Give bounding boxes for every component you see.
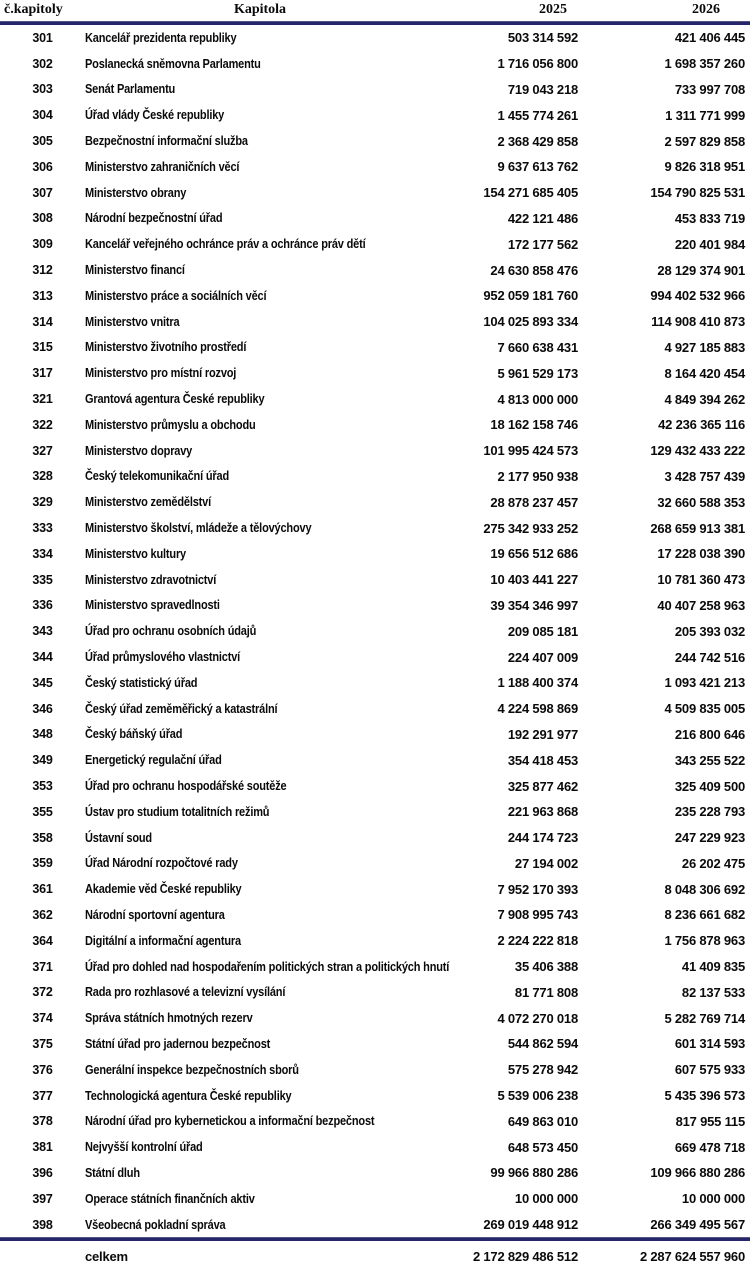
row-value-2026: 28 129 374 901 (657, 262, 745, 278)
row-value-2026: 41 409 835 (681, 959, 745, 975)
row-value-2025: 503 314 592 (507, 30, 578, 46)
row-value-2025: 7 952 170 393 (497, 881, 578, 897)
row-value-2026: 268 659 913 381 (650, 520, 745, 536)
row-value-2026: 817 955 115 (675, 1113, 745, 1129)
row-chapter-number: 359 (32, 856, 53, 871)
row-chapter-name: Ministerstvo životního prostředí (85, 340, 247, 355)
row-value-2026: 205 393 032 (674, 623, 745, 639)
row-chapter-name: Úřad pro ochranu hospodářské soutěže (85, 779, 287, 793)
row-chapter-number: 327 (32, 443, 53, 458)
row-value-2026: 4 509 835 005 (664, 701, 745, 717)
row-chapter-number: 374 (32, 1011, 53, 1026)
table-row (0, 1005, 750, 1031)
row-chapter-number: 307 (32, 185, 53, 200)
row-chapter-name: Český báňský úřad (85, 727, 183, 742)
table-row (0, 1083, 750, 1109)
table-row (0, 438, 750, 464)
row-value-2025: 575 278 942 (507, 1062, 578, 1078)
row-chapter-name: Ministerstvo zemědělství (85, 495, 211, 510)
table-row (0, 1160, 750, 1186)
row-value-2025: 154 271 685 405 (483, 185, 578, 201)
row-value-2026: 40 407 258 963 (657, 597, 745, 613)
row-chapter-name: Rada pro rozhlasové a televizní vysílání (85, 985, 286, 1000)
table-row (0, 180, 750, 206)
row-value-2026: 244 742 516 (674, 649, 745, 665)
row-chapter-number: 371 (32, 959, 53, 974)
row-chapter-number: 322 (32, 417, 53, 432)
row-chapter-name: Úřad pro ochranu osobních údajů (85, 624, 257, 639)
table-row (0, 902, 750, 928)
row-chapter-number: 377 (32, 1088, 53, 1103)
row-chapter-number: 317 (32, 366, 53, 381)
row-value-2026: 32 660 588 353 (657, 494, 745, 510)
row-chapter-number: 397 (32, 1191, 53, 1206)
row-value-2025: 275 342 933 252 (483, 520, 578, 536)
table-row (0, 567, 750, 593)
row-chapter-name: Český statistický úřad (85, 675, 198, 690)
row-value-2025: 1 455 774 261 (497, 107, 578, 123)
row-chapter-number: 378 (32, 1114, 53, 1129)
row-chapter-number: 343 (32, 624, 53, 639)
table-row (0, 1212, 750, 1238)
table-row (0, 335, 750, 361)
row-value-2025: 952 059 181 760 (483, 288, 578, 304)
column-header-chapter-name: Kapitola (233, 2, 287, 17)
row-chapter-name: Český úřad zeměměřický a katastrální (85, 701, 278, 716)
row-chapter-name: Kancelář prezidenta republiky (85, 30, 237, 45)
row-chapter-number: 304 (32, 108, 53, 123)
row-value-2025: 7 660 638 431 (497, 339, 578, 355)
row-value-2026: 266 349 495 567 (650, 1217, 745, 1233)
table-row (0, 309, 750, 335)
table-row (0, 128, 750, 154)
row-chapter-name: Úřad průmyslového vlastnictví (85, 650, 241, 665)
row-value-2025: 209 085 181 (507, 623, 578, 639)
table-row (0, 644, 750, 670)
row-value-2026: 2 597 829 858 (664, 133, 745, 149)
total-label: celkem (85, 1248, 128, 1264)
table-row (0, 25, 750, 51)
row-value-2025: 172 177 562 (507, 236, 578, 252)
row-value-2026: 10 781 360 473 (657, 572, 745, 588)
row-chapter-number: 396 (32, 1165, 53, 1180)
row-chapter-name: Všeobecná pokladní správa (85, 1217, 226, 1232)
row-chapter-number: 381 (32, 1140, 53, 1155)
row-chapter-name: Ministerstvo zahraničních věcí (85, 159, 240, 174)
row-chapter-name: Ústavní soud (85, 830, 152, 845)
row-value-2026: 216 800 646 (674, 726, 745, 742)
row-chapter-number: 375 (32, 1036, 53, 1051)
row-chapter-name: Ministerstvo obrany (85, 185, 187, 200)
row-value-2026: 82 137 533 (681, 984, 745, 1000)
row-value-2026: 114 908 410 873 (651, 314, 745, 330)
row-value-2026: 42 236 365 116 (658, 417, 745, 433)
row-chapter-number: 313 (32, 288, 53, 303)
row-value-2026: 733 997 708 (674, 81, 745, 97)
row-value-2026: 235 228 793 (674, 804, 745, 820)
row-value-2026: 129 432 433 222 (650, 443, 745, 459)
row-value-2026: 453 833 719 (674, 210, 745, 226)
row-value-2026: 994 402 532 966 (650, 288, 745, 304)
row-value-2026: 5 435 396 573 (664, 1088, 745, 1104)
row-value-2025: 5 961 529 173 (497, 365, 578, 381)
row-value-2026: 3 428 757 439 (664, 468, 745, 484)
row-value-2025: 18 162 158 746 (490, 417, 578, 433)
column-header-chapter-number: č.kapitoly (4, 2, 63, 17)
row-value-2025: 5 539 006 238 (497, 1088, 578, 1104)
table-row (0, 1186, 750, 1212)
table-row (0, 799, 750, 825)
row-chapter-number: 376 (32, 1062, 53, 1077)
table-row (0, 464, 750, 490)
row-value-2025: 4 224 598 869 (497, 701, 578, 717)
row-value-2025: 24 630 858 476 (490, 262, 578, 278)
table-row (0, 51, 750, 77)
row-value-2025: 1 716 056 800 (497, 56, 578, 72)
row-value-2026: 10 000 000 (681, 1191, 745, 1207)
row-value-2026: 26 202 475 (681, 855, 745, 871)
row-value-2025: 422 121 486 (507, 210, 578, 226)
row-chapter-number: 336 (32, 598, 53, 613)
row-value-2025: 101 995 424 573 (483, 443, 578, 459)
row-chapter-name: Ministerstvo financí (85, 263, 185, 278)
row-value-2026: 669 478 718 (674, 1139, 745, 1155)
column-header-2026: 2026 (692, 2, 720, 17)
row-chapter-number: 349 (32, 753, 53, 768)
row-value-2025: 649 863 010 (507, 1113, 578, 1129)
table-row (0, 954, 750, 980)
row-chapter-name: Ústav pro studium totalitních režimů (85, 804, 270, 819)
table-row (0, 1134, 750, 1160)
table-row (0, 1108, 750, 1134)
row-value-2026: 8 164 420 454 (664, 365, 745, 381)
row-value-2025: 4 072 270 018 (497, 1010, 578, 1026)
table-row (0, 979, 750, 1005)
row-value-2026: 421 406 445 (674, 30, 745, 46)
table-row (0, 928, 750, 954)
row-value-2025: 19 656 512 686 (490, 546, 578, 562)
row-value-2026: 1 698 357 260 (664, 56, 745, 72)
row-chapter-number: 355 (32, 804, 53, 819)
table-row (0, 386, 750, 412)
table-row (0, 1057, 750, 1083)
row-value-2025: 354 418 453 (507, 752, 578, 768)
row-chapter-number: 334 (32, 546, 53, 561)
table-row (0, 825, 750, 851)
row-chapter-name: Státní úřad pro jadernou bezpečnost (85, 1036, 271, 1051)
row-value-2025: 244 174 723 (507, 830, 578, 846)
row-chapter-number: 361 (32, 882, 53, 897)
row-chapter-name: Ministerstvo spravedlnosti (85, 598, 220, 613)
row-chapter-name: Bezpečnostní informační služba (85, 134, 248, 149)
row-chapter-name: Generální inspekce bezpečnostních sborů (85, 1062, 299, 1077)
table-row (0, 231, 750, 257)
table-body (0, 25, 750, 1237)
row-value-2025: 27 194 002 (514, 855, 578, 871)
table-row (0, 722, 750, 748)
row-chapter-name: Digitální a informační agentura (85, 933, 241, 948)
table-row (0, 747, 750, 773)
total-row (0, 1241, 750, 1271)
row-value-2026: 1 756 878 963 (664, 933, 745, 949)
row-chapter-name: Senát Parlamentu (85, 82, 176, 97)
row-value-2025: 224 407 009 (507, 649, 578, 665)
row-chapter-name: Národní sportovní agentura (85, 907, 225, 922)
table-row (0, 593, 750, 619)
row-chapter-number: 398 (32, 1217, 53, 1232)
table-row (0, 102, 750, 128)
row-value-2026: 247 229 923 (674, 830, 745, 846)
row-chapter-name: Ministerstvo dopravy (85, 443, 193, 458)
row-value-2026: 220 401 984 (674, 236, 745, 252)
row-value-2026: 343 255 522 (674, 752, 745, 768)
row-chapter-number: 346 (32, 701, 53, 716)
row-value-2025: 4 813 000 000 (497, 391, 578, 407)
table-row (0, 618, 750, 644)
row-value-2026: 9 826 318 951 (664, 159, 745, 175)
row-chapter-name: Národní bezpečnostní úřad (85, 211, 223, 226)
table-row (0, 670, 750, 696)
row-value-2025: 104 025 893 334 (483, 314, 578, 330)
table-row (0, 412, 750, 438)
table-row (0, 206, 750, 232)
table-header (0, 0, 750, 21)
table-row (0, 257, 750, 283)
row-value-2025: 35 406 388 (514, 959, 578, 975)
row-chapter-name: Ministerstvo práce a sociálních věcí (85, 288, 267, 303)
row-value-2025: 544 862 594 (507, 1036, 578, 1052)
row-value-2026: 325 409 500 (674, 778, 745, 794)
table-row (0, 283, 750, 309)
row-chapter-number: 314 (32, 314, 53, 329)
row-chapter-name: Úřad pro dohled nad hospodařením politických stran a politických hnutí (85, 959, 450, 974)
row-chapter-name: Státní dluh (85, 1165, 140, 1180)
row-value-2025: 192 291 977 (507, 726, 578, 742)
row-value-2026: 1 093 421 213 (664, 675, 745, 691)
row-chapter-number: 344 (32, 650, 53, 665)
row-chapter-name: Národní úřad pro kybernetickou a informační bezpečnost (85, 1114, 375, 1129)
row-chapter-number: 328 (32, 469, 53, 484)
row-value-2026: 601 314 593 (674, 1036, 745, 1052)
row-value-2025: 1 188 400 374 (497, 675, 578, 691)
row-chapter-number: 309 (32, 237, 53, 252)
row-value-2025: 10 000 000 (514, 1191, 578, 1207)
row-chapter-name: Technologická agentura České republiky (85, 1088, 292, 1103)
table-row (0, 851, 750, 877)
row-value-2026: 1 311 771 999 (665, 107, 745, 123)
row-chapter-name: Úřad Národní rozpočtové rady (85, 856, 238, 871)
row-chapter-number: 362 (32, 907, 53, 922)
row-value-2025: 81 771 808 (514, 984, 578, 1000)
row-chapter-name: Nejvyšší kontrolní úřad (85, 1140, 203, 1155)
row-value-2026: 4 849 394 262 (664, 391, 745, 407)
row-value-2025: 2 177 950 938 (497, 468, 578, 484)
row-chapter-name: Správa státních hmotných rezerv (85, 1011, 253, 1026)
row-value-2026: 8 236 661 682 (664, 907, 745, 923)
row-chapter-number: 306 (32, 159, 53, 174)
row-chapter-name: Ministerstvo zdravotnictví (85, 572, 217, 587)
row-chapter-name: Úřad vlády České republiky (85, 108, 225, 123)
row-chapter-number: 329 (32, 495, 53, 510)
table-row (0, 1031, 750, 1057)
row-chapter-name: Ministerstvo pro místní rozvoj (85, 366, 237, 381)
row-chapter-name: Grantová agentura České republiky (85, 392, 265, 407)
row-chapter-name: Kancelář veřejného ochránce práv a ochránce práv dětí (85, 237, 366, 252)
row-chapter-number: 348 (32, 727, 53, 742)
row-chapter-number: 305 (32, 134, 53, 149)
row-value-2025: 2 224 222 818 (497, 933, 578, 949)
row-chapter-number: 335 (32, 572, 53, 587)
row-value-2025: 7 908 995 743 (497, 907, 578, 923)
row-chapter-number: 345 (32, 675, 53, 690)
row-chapter-number: 312 (32, 263, 53, 278)
row-chapter-number: 321 (32, 392, 53, 407)
row-chapter-name: Operace státních finančních aktiv (85, 1191, 255, 1206)
row-value-2026: 8 048 306 692 (664, 881, 745, 897)
row-chapter-name: Ministerstvo průmyslu a obchodu (85, 417, 256, 432)
row-chapter-number: 301 (32, 30, 53, 45)
row-value-2026: 17 228 038 390 (657, 546, 745, 562)
row-value-2025: 2 368 429 858 (497, 133, 578, 149)
row-value-2025: 10 403 441 227 (490, 572, 578, 588)
row-chapter-number: 353 (32, 779, 53, 793)
row-value-2026: 4 927 185 883 (664, 339, 745, 355)
total-value-2025: 2 172 829 486 512 (472, 1248, 578, 1264)
row-value-2026: 5 282 769 714 (664, 1010, 745, 1026)
row-chapter-number: 308 (32, 211, 53, 226)
row-chapter-number: 372 (32, 985, 53, 1000)
row-chapter-name: Akademie věd České republiky (85, 882, 242, 897)
row-chapter-number: 303 (32, 82, 53, 97)
row-value-2025: 719 043 218 (507, 81, 578, 97)
row-chapter-name: Ministerstvo vnitra (85, 314, 180, 329)
row-value-2025: 325 877 462 (507, 778, 578, 794)
table-row (0, 360, 750, 386)
column-header-2025: 2025 (539, 2, 567, 17)
row-chapter-number: 315 (32, 340, 53, 355)
row-value-2025: 648 573 450 (507, 1139, 578, 1155)
table-row (0, 489, 750, 515)
row-value-2026: 607 575 933 (674, 1062, 745, 1078)
row-chapter-number: 302 (32, 56, 53, 71)
table-row (0, 541, 750, 567)
row-chapter-name: Ministerstvo školství, mládeže a tělovýchovy (85, 521, 312, 536)
row-chapter-name: Energetický regulační úřad (85, 753, 222, 768)
row-value-2025: 9 637 613 762 (497, 159, 578, 175)
table-row (0, 696, 750, 722)
row-chapter-number: 364 (32, 933, 53, 948)
row-chapter-number: 333 (32, 521, 53, 536)
row-value-2026: 154 790 825 531 (650, 185, 745, 201)
row-value-2025: 99 966 880 286 (490, 1165, 578, 1181)
table-row (0, 876, 750, 902)
row-value-2025: 39 354 346 997 (490, 597, 578, 613)
row-value-2025: 221 963 868 (507, 804, 578, 820)
row-chapter-name: Poslanecká sněmovna Parlamentu (85, 56, 261, 71)
row-chapter-number: 358 (32, 830, 53, 845)
row-value-2025: 269 019 448 912 (483, 1217, 578, 1233)
table-row (0, 773, 750, 799)
row-value-2025: 28 878 237 457 (490, 494, 578, 510)
row-chapter-name: Český telekomunikační úřad (85, 469, 229, 484)
row-value-2026: 109 966 880 286 (650, 1165, 745, 1181)
table-row (0, 77, 750, 103)
table-row (0, 515, 750, 541)
row-chapter-name: Ministerstvo kultury (85, 546, 187, 561)
total-value-2026: 2 287 624 557 960 (639, 1248, 745, 1264)
table-row (0, 154, 750, 180)
